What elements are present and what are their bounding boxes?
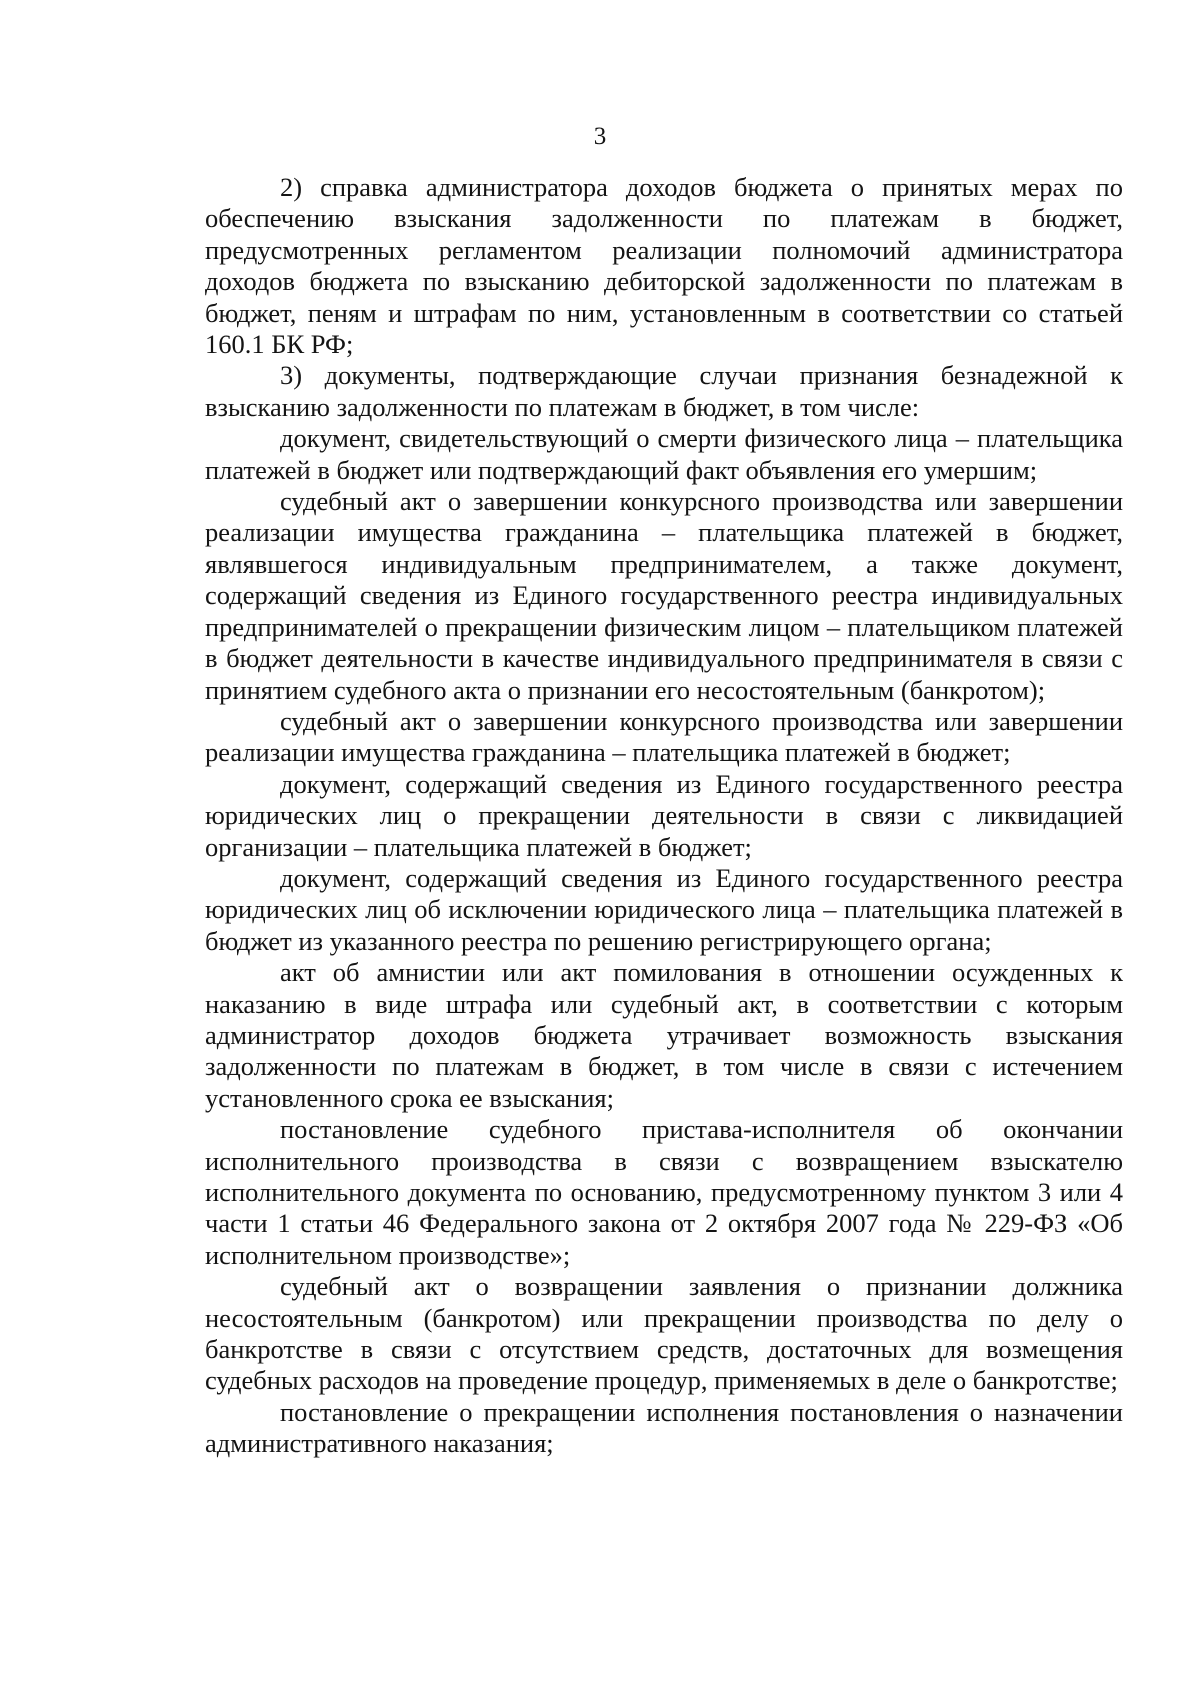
paragraph-liquidation: документ, содержащий сведения из Единого государственного реестра юридических лиц о прекращении деятельности в связи с ликвидацией организации – плательщика платежей в бюджет; xyxy=(205,768,1123,862)
paragraph-termination-of-execution: постановление о прекращении исполнения постановления о назначении административного наказания; xyxy=(205,1396,1123,1459)
paragraph-item-2: 2) справка администратора доходов бюджета о принятых мерах по обеспечению взыскания задолженности по платежам в бюджет, предусмотренных регламентом реализации полномочий администратора доходов бюджета по взысканию дебиторской задолженности по платежам в бюджет, пеням и штрафам по ним, установленным в соответствии со статьей 160.1 БК РФ; xyxy=(205,172,1123,360)
paragraph-bankruptcy-entrepreneur: судебный акт о завершении конкурсного производства или завершении реализации имущества гражданина – плательщика платежей в бюджет, являвшегося индивидуальным предпринимателем, а также документ, содержащий сведения из Единого государственного реестра индивидуальных предпринимателей о прекращении физическим лицом – плательщиком платежей в бюджет деятельности в качестве индивидуального предпринимателя в связи с принятием судебного акта о признании его несостоятельным (банкротом); xyxy=(205,486,1123,705)
page-number: 3 xyxy=(593,123,607,150)
paragraph-exclusion-from-registry: документ, содержащий сведения из Единого государственного реестра юридических лиц об исключении юридического лица – плательщика платежей в бюджет из указанного реестра по решению регистрирующего органа; xyxy=(205,862,1123,956)
paragraph-death-document: документ, свидетельствующий о смерти физического лица – плательщика платежей в бюджет или подтверждающий факт объявления его умершим; xyxy=(205,423,1123,485)
paragraph-bankruptcy-return: судебный акт о возвращении заявления о признании должника несостоятельным (банкротом) или прекращении производства по делу о банкротстве в связи с отсутствием средств, достаточных для возмещения судебных расходов на проведение процедур, применяемых в деле о банкротстве; xyxy=(205,1271,1123,1396)
paragraph-amnesty: акт об амнистии или акт помилования в отношении осужденных к наказанию в виде штрафа или судебный акт, в соответствии с которым администратор доходов бюджета утрачивает возможность взыскания задолженности по платежам в бюджет, в том числе в связи с истечением установленного срока ее взыскания; xyxy=(205,957,1123,1113)
paragraph-bailiff-resolution: постановление судебного пристава-исполнителя об окончании исполнительного производства в связи с возвращением взыскателю исполнительного документа по основанию, предусмотренному пунктом 3 или 4 части 1 статьи 46 Федерального закона от 2 октября 2007 года № 229-ФЗ «Об исполнительном производстве»; xyxy=(205,1114,1123,1270)
document-body xyxy=(205,172,1123,1460)
paragraph-item-3: 3) документы, подтверждающие случаи признания безнадежной к взысканию задолженности по платежам в бюджет, в том числе: xyxy=(205,360,1123,422)
paragraph-bankruptcy-citizen: судебный акт о завершении конкурсного производства или завершении реализации имущества гражданина – плательщика платежей в бюджет; xyxy=(205,705,1123,768)
